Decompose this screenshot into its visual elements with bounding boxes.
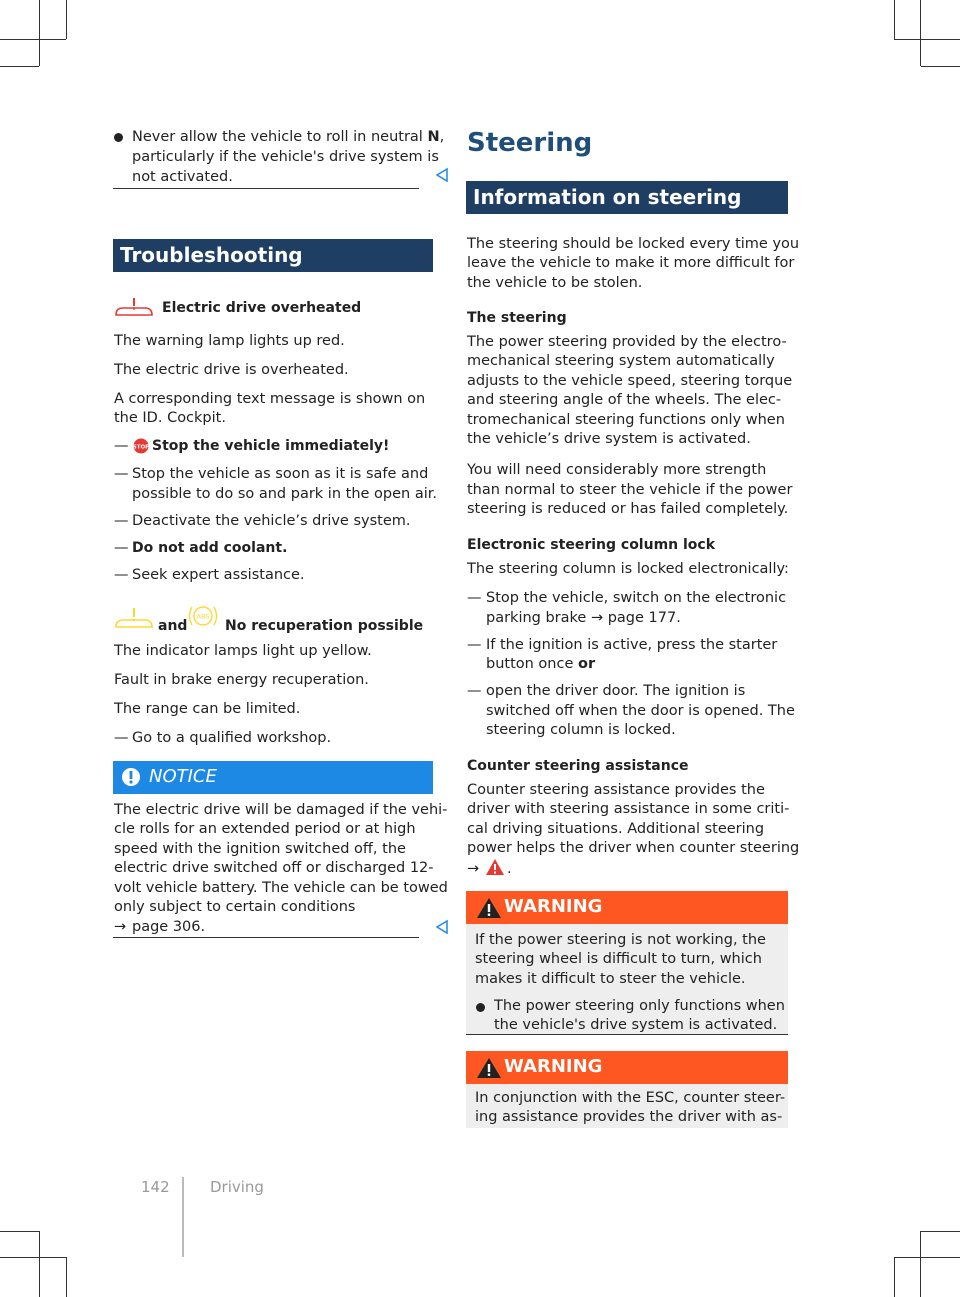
footer-divider — [182, 1177, 184, 1257]
section-end-icon — [436, 920, 448, 934]
crop-mark — [39, 0, 40, 66]
dash: — — [114, 513, 129, 529]
svg-text:ABS: ABS — [196, 612, 210, 621]
recuperation-title: No recuperation possible — [225, 618, 424, 634]
section-end-line — [113, 937, 419, 938]
body-text: than normal to steer the vehicle if the power — [467, 482, 793, 498]
dash: — — [467, 590, 482, 606]
section-end-icon — [436, 168, 448, 182]
subheading: The steering — [467, 310, 567, 326]
lock-step: switched off when the door is opened. The — [486, 703, 795, 719]
bullet-dot — [476, 1003, 485, 1012]
warning-icon — [476, 1057, 502, 1079]
recuperation-text: The range can be limited. — [114, 701, 301, 717]
crop-mark — [0, 39, 66, 40]
drive-indicator-icon — [114, 606, 154, 630]
lock-step: If the ignition is active, press the starter — [486, 637, 778, 653]
recuperation-text: Fault in brake energy recuperation. — [114, 672, 369, 688]
overheat-step: Deactivate the vehicle’s drive system. — [132, 513, 411, 529]
and-label: and — [158, 618, 188, 634]
crop-mark — [894, 0, 895, 39]
warning-triangle-icon — [485, 858, 505, 876]
subheading: Electronic steering column lock — [467, 537, 716, 553]
stop-instruction: Stop the vehicle immediately! — [152, 438, 390, 454]
warning-label: WARNING — [504, 896, 603, 917]
intro-text: leave the vehicle to make it more difficult for — [467, 255, 795, 271]
notice-label: NOTICE — [149, 766, 217, 787]
crop-mark — [66, 1257, 67, 1297]
footer-section: Driving — [210, 1178, 264, 1196]
lock-step: parking brake → page 177. — [486, 610, 681, 626]
crop-mark — [0, 1257, 66, 1258]
crop-mark — [894, 39, 960, 40]
chapter-title: Steering — [467, 128, 593, 158]
warning-banner — [466, 1051, 788, 1084]
intro-bullet-line2: particularly if the vehicle's drive system is — [132, 149, 439, 165]
warning-bullet: the vehicle's drive system is activated. — [494, 1017, 778, 1033]
body-text: . — [507, 861, 512, 877]
body-text: the vehicle’s drive system is activated. — [467, 431, 751, 447]
subheading: Counter steering assistance — [467, 758, 689, 774]
recuperation-text: The indicator lamps light up yellow. — [114, 643, 372, 659]
lock-step: Stop the vehicle, switch on the electronic — [486, 590, 787, 606]
dash: — — [114, 540, 129, 556]
intro-bullet-line1: Never allow the vehicle to roll in neutral N, — [132, 129, 445, 145]
warning-banner — [466, 891, 788, 924]
lock-step: steering column is locked. — [486, 722, 676, 738]
crop-mark — [894, 1257, 960, 1258]
overheat-text: The electric drive is overheated. — [114, 362, 349, 378]
body-text: You will need considerably more strength — [467, 462, 767, 478]
dash: — — [114, 567, 129, 583]
body-text: mechanical steering system automatically — [467, 353, 775, 369]
page-number: 142 — [141, 1178, 170, 1196]
crop-mark — [39, 1231, 40, 1297]
recuperation-step: Go to a qualified workshop. — [132, 730, 332, 746]
drive-warning-icon — [114, 296, 154, 318]
notice-text: The electric drive will be damaged if the vehi- — [114, 802, 448, 818]
overheat-step: Seek expert assistance. — [132, 567, 305, 583]
crop-mark — [921, 1231, 960, 1232]
abs-icon — [187, 601, 219, 631]
arrow-icon: → — [467, 861, 480, 877]
crop-mark — [894, 1257, 895, 1297]
notice-banner — [113, 761, 433, 794]
body-text: cal driving situations. Additional steering — [467, 821, 765, 837]
svg-text:STOP: STOP — [133, 444, 149, 451]
warning-text: In conjunction with the ESC, counter steer- — [475, 1090, 786, 1106]
intro-bullet-line3: not activated. — [132, 169, 233, 185]
dash: — — [467, 637, 482, 653]
notice-text: electric drive switched off or discharged 12- — [114, 860, 434, 876]
body-text: power helps the driver when counter steering — [467, 840, 800, 856]
overheat-step: Do not add coolant. — [132, 540, 288, 556]
crop-mark — [920, 1231, 921, 1297]
overheat-step: Stop the vehicle as soon as it is safe and — [132, 466, 429, 482]
stop-icon — [133, 438, 149, 454]
body-text: tromechanical steering functions only when — [467, 412, 785, 428]
page-ref-link[interactable]: page 306. — [132, 919, 206, 935]
lock-step: open the driver door. The ignition is — [486, 683, 746, 699]
intro-text: the vehicle to be stolen. — [467, 275, 643, 291]
body-text: driver with steering assistance in some criti- — [467, 801, 790, 817]
notice-text: only subject to certain conditions — [114, 899, 356, 915]
warning-text: ing assistance provides the driver with as- — [475, 1109, 783, 1125]
body-text: steering is reduced or has failed completely. — [467, 501, 789, 517]
notice-text: volt vehicle battery. The vehicle can be towed — [114, 880, 448, 896]
warning-bullet: The power steering only functions when — [494, 998, 785, 1014]
body-text: and steering angle of the wheels. The elec- — [467, 392, 782, 408]
warning-label: WARNING — [504, 1056, 603, 1077]
section-end-line — [113, 188, 419, 189]
overheat-title: Electric drive overheated — [162, 300, 362, 316]
page-ref-link[interactable]: page 177. — [607, 610, 681, 626]
notice-text: speed with the ignition switched off, the — [114, 841, 406, 857]
arrow-icon: → — [590, 610, 608, 626]
crop-mark — [920, 0, 921, 66]
body-text: The power steering provided by the electro- — [467, 334, 787, 350]
notice-icon — [121, 767, 141, 787]
overheat-text: the ID. Cockpit. — [114, 410, 226, 426]
dash: — — [114, 466, 129, 482]
crop-mark — [0, 66, 39, 67]
overheat-step: possible to do so and park in the open air. — [132, 486, 437, 502]
crop-mark — [66, 0, 67, 39]
overheat-text: The warning lamp lights up red. — [114, 333, 345, 349]
warning-text: makes it difficult to steer the vehicle. — [475, 971, 746, 987]
warning-text: steering wheel is difficult to turn, which — [475, 951, 762, 967]
info-heading: Information on steering — [466, 181, 788, 214]
body-text: adjusts to the vehicle speed, steering torque — [467, 373, 793, 389]
overheat-text: A corresponding text message is shown on — [114, 391, 426, 407]
intro-text: The steering should be locked every time you — [467, 236, 800, 252]
troubleshooting-heading: Troubleshooting — [113, 239, 433, 272]
body-text: Counter steering assistance provides the — [467, 782, 765, 798]
bullet-dot — [114, 133, 123, 142]
dash: — — [467, 683, 482, 699]
crop-mark — [921, 66, 960, 67]
dash: — — [114, 730, 129, 746]
lock-step: button once or — [486, 656, 596, 672]
crop-mark — [0, 1231, 39, 1232]
warning-text: If the power steering is not working, the — [475, 932, 766, 948]
arrow-icon: → — [114, 919, 127, 935]
notice-text: cle rolls for an extended period or at high — [114, 821, 416, 837]
dash: — — [114, 438, 129, 454]
body-text: The steering column is locked electronically: — [467, 561, 789, 577]
warning-end-line — [466, 1034, 788, 1035]
warning-icon — [476, 897, 502, 919]
